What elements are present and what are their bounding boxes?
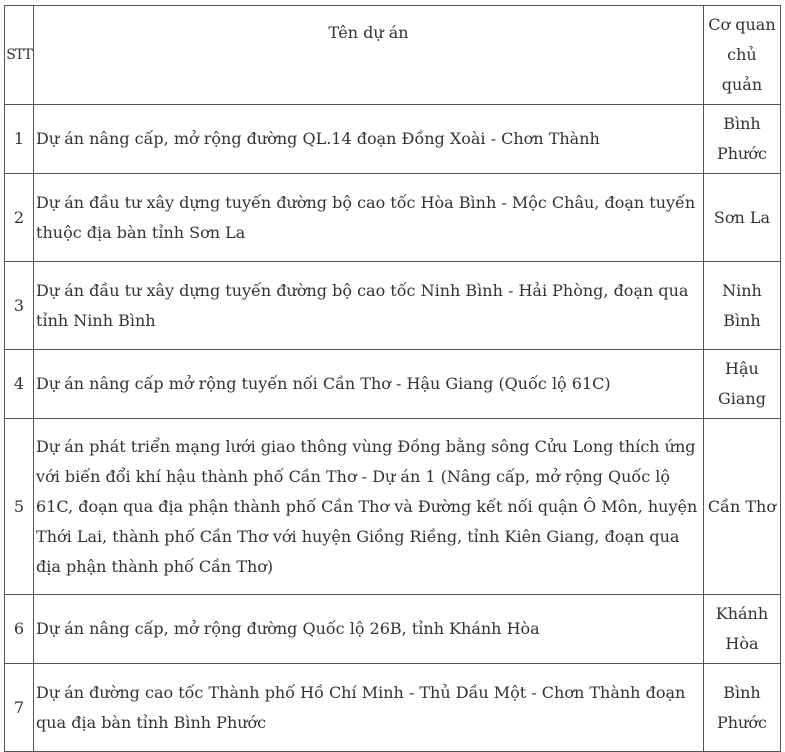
header-stt: STT xyxy=(5,6,34,105)
row-stt: 5 xyxy=(5,419,34,595)
projects-table xyxy=(4,5,781,752)
table-row xyxy=(5,105,781,174)
table-row xyxy=(5,174,781,262)
row-stt: 3 xyxy=(5,262,34,350)
table-row xyxy=(5,664,781,752)
row-project-name: Dự án nâng cấp mở rộng tuyến nối Cần Thơ - Hậu Giang (Quốc lộ 61C) xyxy=(34,350,704,419)
header-project-name: Tên dự án xyxy=(34,6,704,105)
row-agency: Khánh Hòa xyxy=(703,595,780,664)
row-agency: Hậu Giang xyxy=(703,350,780,419)
row-project-name: Dự án phát triển mạng lưới giao thông vùng Đồng bằng sông Cửu Long thích ứng với biến đổi khí hậu thành phố Cần Thơ - Dự án 1 (Nâng cấp, mở rộng Quốc lộ 61C, đoạn qua địa phận thành phố Cần Thơ và Đường kết nối quận Ô Môn, huyện Thới Lai, thành phố Cần Thơ với huyện Giồng Riềng, tỉnh Kiên Giang, đoạn qua địa phận thành phố Cần Thơ) xyxy=(34,419,704,595)
row-agency: Bình Phước xyxy=(703,105,780,174)
table-row xyxy=(5,595,781,664)
table-row xyxy=(5,262,781,350)
row-stt: 2 xyxy=(5,174,34,262)
table-row xyxy=(5,419,781,595)
row-stt: 1 xyxy=(5,105,34,174)
row-agency: Ninh Bình xyxy=(703,262,780,350)
row-project-name: Dự án đường cao tốc Thành phố Hồ Chí Minh - Thủ Dầu Một - Chơn Thành đoạn qua địa bàn tỉnh Bình Phước xyxy=(34,664,704,752)
row-project-name: Dự án đầu tư xây dựng tuyến đường bộ cao tốc Ninh Bình - Hải Phòng, đoạn qua tỉnh Ninh Bình xyxy=(34,262,704,350)
row-stt: 4 xyxy=(5,350,34,419)
row-stt: 6 xyxy=(5,595,34,664)
row-agency: Bình Phước xyxy=(703,664,780,752)
header-agency: Cơ quan chủ quản xyxy=(703,6,780,105)
row-project-name: Dự án nâng cấp, mở rộng đường Quốc lộ 26B, tỉnh Khánh Hòa xyxy=(34,595,704,664)
table-header-row xyxy=(5,6,781,105)
row-stt: 7 xyxy=(5,664,34,752)
table-row xyxy=(5,350,781,419)
row-agency: Sơn La xyxy=(703,174,780,262)
row-agency: Cần Thơ xyxy=(703,419,780,595)
row-project-name: Dự án nâng cấp, mở rộng đường QL.14 đoạn Đồng Xoài - Chơn Thành xyxy=(34,105,704,174)
row-project-name: Dự án đầu tư xây dựng tuyến đường bộ cao tốc Hòa Bình - Mộc Châu, đoạn tuyến thuộc địa bàn tỉnh Sơn La xyxy=(34,174,704,262)
